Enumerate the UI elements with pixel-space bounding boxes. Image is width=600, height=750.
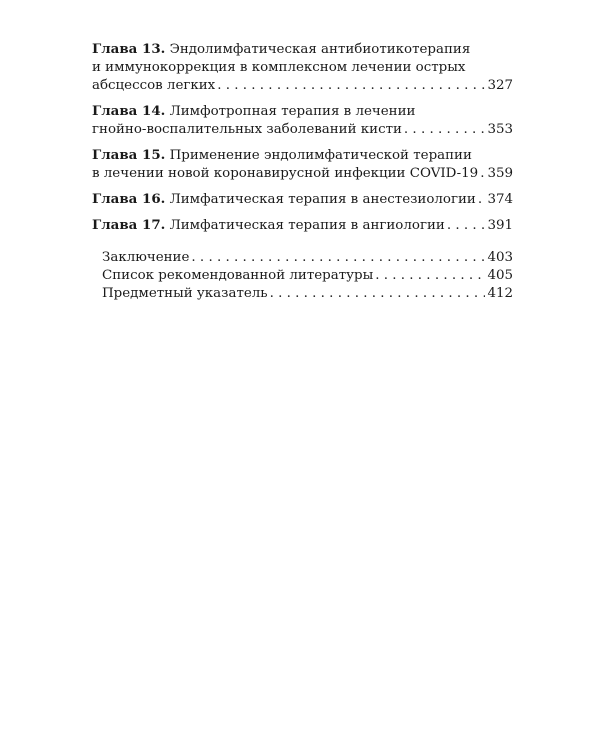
leader-dots <box>217 77 485 95</box>
chapter-title-line: гнойно-воспалительных заболеваний кисти <box>92 122 402 137</box>
page-number: 405 <box>487 268 513 283</box>
toc-entry-chapter-13[interactable] <box>92 40 513 95</box>
toc-entry-chapter-14[interactable] <box>92 102 513 139</box>
leader-dots <box>478 191 486 209</box>
back-matter <box>92 249 513 303</box>
chapter-title-line: Лимфатическая терапия в анестезиологии <box>169 192 476 207</box>
entry-title: Список рекомендованной литературы <box>102 268 374 283</box>
chapter-title-line: абсцессов легких <box>92 78 216 93</box>
table-of-contents <box>92 40 513 303</box>
entry-title: Заключение <box>102 250 190 265</box>
leader-dots <box>375 267 485 285</box>
chapter-label: Глава 17. <box>92 217 166 233</box>
leader-dots <box>404 121 486 139</box>
leader-dots <box>191 249 485 267</box>
toc-entry-subject-index[interactable] <box>102 285 513 303</box>
chapter-label: Глава 16. <box>92 191 166 207</box>
chapter-title-line: Эндолимфатическая антибиотикотерапия <box>169 42 471 57</box>
chapter-title-line: Лимфотропная терапия в лечении <box>169 104 416 119</box>
page-number: 391 <box>487 218 513 233</box>
chapter-title-line: и иммунокоррекция в комплексном лечении острых <box>92 60 466 75</box>
page-number: 412 <box>487 286 513 301</box>
chapter-label: Глава 14. <box>92 103 166 119</box>
toc-entry-chapter-15[interactable] <box>92 146 513 183</box>
page-number: 327 <box>487 78 513 93</box>
chapter-title-line: Лимфатическая терапия в ангиологии <box>169 218 445 233</box>
entry-title: Предметный указатель <box>102 286 268 301</box>
page-number: 353 <box>487 122 513 137</box>
toc-entry-chapter-16[interactable] <box>92 190 513 209</box>
leader-dots <box>447 217 486 235</box>
chapter-title-line: в лечении новой коронавирусной инфекции COVID-19 <box>92 166 479 181</box>
page-number: 374 <box>487 192 513 207</box>
page-number: 359 <box>487 166 513 181</box>
page-number: 403 <box>487 250 513 265</box>
chapter-title-line: Применение эндолимфатической терапии <box>169 148 472 163</box>
toc-entry-references[interactable] <box>102 267 513 285</box>
chapter-label: Глава 15. <box>92 147 166 163</box>
leader-dots <box>270 285 486 303</box>
toc-entry-chapter-17[interactable] <box>92 216 513 235</box>
chapter-label: Глава 13. <box>92 41 166 57</box>
leader-dots <box>480 165 485 183</box>
toc-entry-conclusion[interactable] <box>102 249 513 267</box>
